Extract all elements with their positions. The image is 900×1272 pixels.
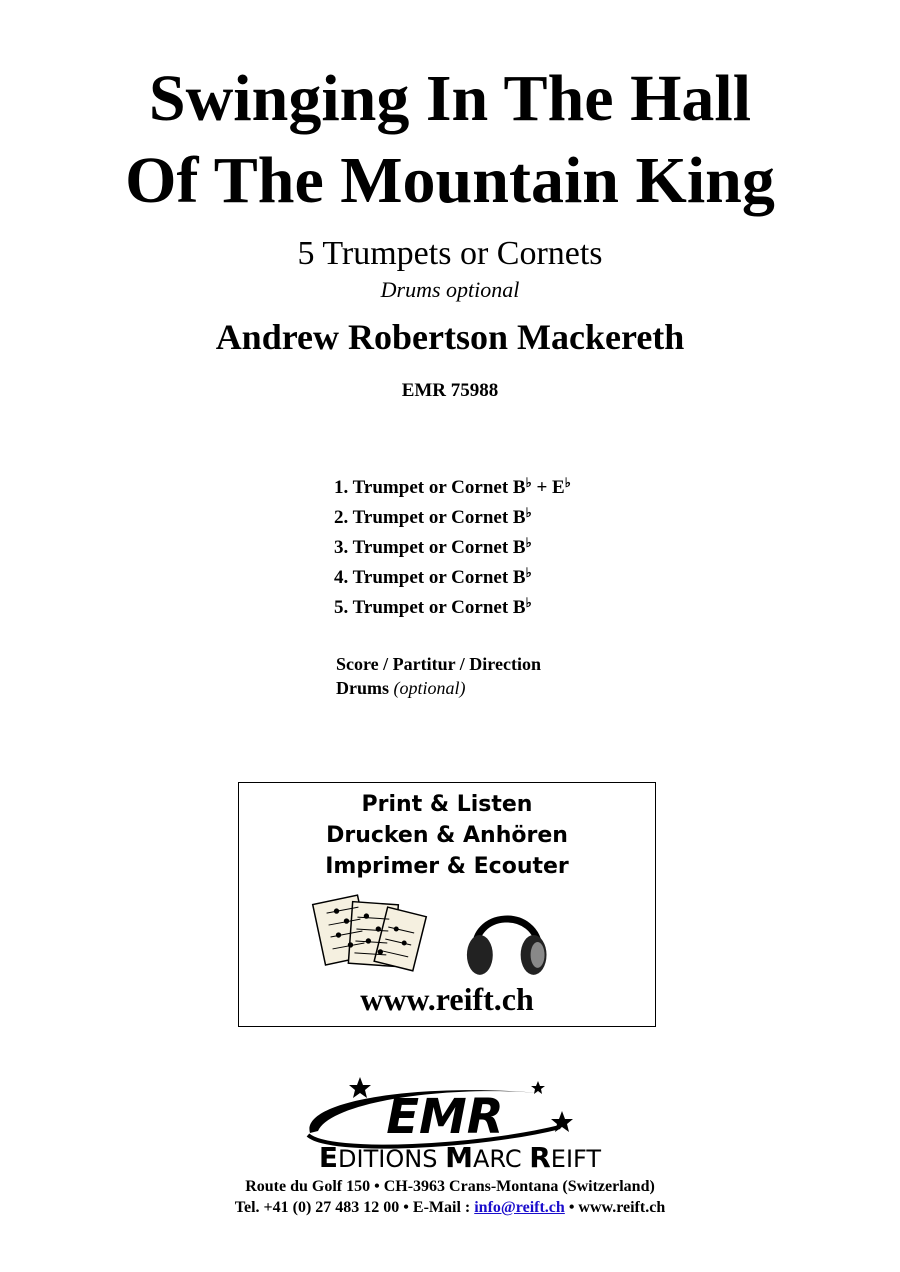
extras-list	[336, 653, 541, 701]
optional-note: Drums optional	[380, 277, 520, 302]
subtitle: 5 Trumpets or Cornets	[297, 235, 603, 272]
part-label: 3. Trumpet or Cornet B	[334, 537, 526, 558]
part-item	[334, 476, 571, 506]
flat-sign: ♭	[525, 565, 532, 580]
drums-label: Drums	[336, 678, 389, 698]
promo-line-german: Drucken & Anhören	[326, 823, 568, 848]
score-item: Score / Partitur / Direction	[336, 654, 541, 674]
flat-sign: ♭	[525, 535, 532, 550]
address-line: Route du Golf 150 • CH-3963 Crans-Montana (Switzerland)	[245, 1178, 655, 1195]
part-label: 2. Trumpet or Cornet B	[334, 507, 526, 528]
sheet-music-icon	[313, 895, 427, 971]
print-listen-box	[238, 782, 656, 1027]
star-icon	[531, 1081, 545, 1094]
title-line-2: Of The Mountain King	[125, 144, 775, 217]
headphones-icon	[467, 919, 547, 975]
part-plus: + E	[531, 477, 565, 498]
email-link[interactable]: info@reift.ch	[474, 1199, 565, 1216]
promo-icons	[239, 891, 655, 981]
flat-sign: ♭	[564, 475, 571, 490]
part-item	[334, 506, 571, 536]
phone-text: Tel. +41 (0) 27 483 12 00 • E-Mail :	[234, 1199, 475, 1216]
website-url: www.reift.ch	[360, 981, 534, 1017]
part-label: 1. Trumpet or Cornet B	[334, 477, 526, 498]
catalog-code: EMR 75988	[401, 380, 499, 401]
part-item	[334, 566, 571, 596]
emr-logo	[240, 1075, 680, 1175]
flat-sign: ♭	[525, 475, 532, 490]
star-icon	[349, 1077, 371, 1098]
flat-sign: ♭	[525, 505, 532, 520]
part-item	[334, 596, 571, 626]
promo-line-english: Print & Listen	[361, 792, 533, 817]
drums-item	[336, 677, 541, 701]
parts-list	[334, 476, 571, 626]
logo-name: EDITIONS MARC REIFT	[318, 1141, 602, 1174]
part-label: 5. Trumpet or Cornet B	[334, 597, 526, 618]
composer: Andrew Robertson Mackereth	[215, 317, 685, 357]
promo-line-french: Imprimer & Ecouter	[325, 854, 569, 879]
drums-note: (optional)	[393, 678, 466, 698]
emr-logo-graphic	[240, 1075, 680, 1175]
part-item	[334, 536, 571, 566]
title-line-1: Swinging In The Hall	[148, 62, 752, 135]
contact-line	[0, 1199, 900, 1217]
web-text: • www.reift.ch	[564, 1199, 666, 1216]
logo-mark: EMR	[386, 1089, 504, 1145]
part-label: 4. Trumpet or Cornet B	[334, 567, 526, 588]
flat-sign: ♭	[525, 595, 532, 610]
